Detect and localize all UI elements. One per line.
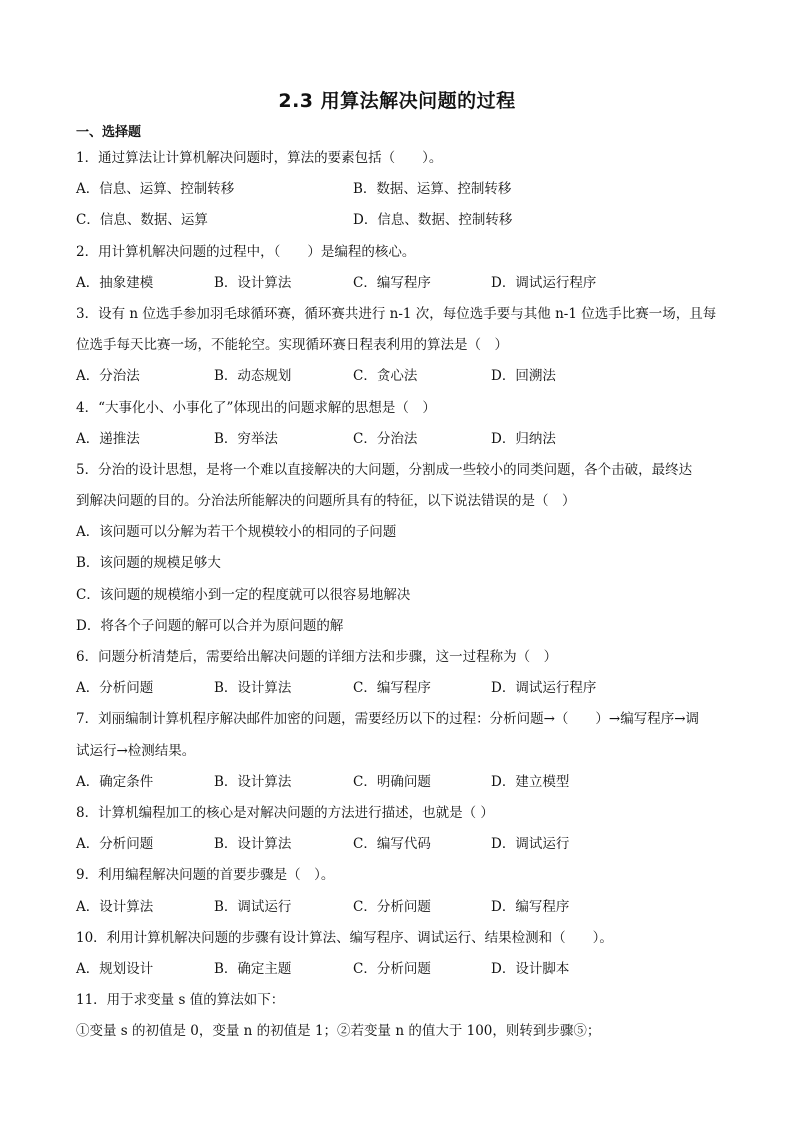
option: C．编写程序 [353,274,431,291]
option: A．确定条件 [76,773,154,790]
option-row [76,767,724,798]
option: A．信息、运算、控制转移 [76,181,235,198]
option: B．动态规划 [214,368,292,385]
option: B．设计算法 [214,680,292,697]
question-stem-continued: 试运行→检测结果。 [76,742,196,759]
option-row [76,361,724,392]
question-stem: 6．问题分析清楚后，需要给出解决问题的详细方法和步骤，这一过程称为（ ） [76,649,558,665]
option: C．信息、数据、运算 [76,212,208,229]
question-stem: 8．计算机编程加工的核心是对解决问题的方法进行描述，也就是（ ） [76,804,494,821]
question-stem: 10．利用计算机解决问题的步骤有设计算法、编写程序、调试运行、结果检测和（ ）。 [76,929,613,946]
option: A．分析问题 [76,680,154,697]
option: D．调试运行程序 [491,274,597,291]
option: D．建立模型 [491,773,570,790]
option-row [76,829,724,860]
option-row [76,205,724,236]
option: C．贪心法 [353,368,418,385]
question-stem: 11．用于求变量 s 值的算法如下： [76,992,285,1009]
option: B．设计算法 [214,274,292,291]
option: A．规划设计 [76,960,154,977]
question-stem-continued: 到解决问题的目的。分治法所能解决的问题所具有的特征，以下说法错误的是（ ） [76,493,576,510]
option: C．明确问题 [353,773,431,790]
option: D．归纳法 [491,430,556,447]
option: A．该问题可以分解为若干个规模较小的相同的子问题 [76,524,397,541]
question-stem: 2．用计算机解决问题的过程中，（ ）是编程的核心。 [76,243,416,260]
option: A．设计算法 [76,898,154,915]
question-list [76,143,724,1047]
option: D．调试运行 [491,836,570,853]
option: A．分治法 [76,368,140,385]
option: A．递推法 [76,430,140,447]
option: C．分治法 [353,430,418,447]
question-stem-continued: 位选手每天比赛一场，不能轮空。实现循环赛日程表利用的算法是（ ） [76,337,508,354]
option: B．设计算法 [214,773,292,790]
option: D．回溯法 [491,368,556,385]
question-stem: 4．“大事化小、小事化了”体现出的问题求解的思想是（ ） [76,399,436,416]
question-stem: 9．利用编程解决问题的首要步骤是（ ）。 [76,867,335,884]
question-stem-continued: ①变量 s 的初值是 0，变量 n 的初值是 1；②若变量 n 的值大于 100，则转到步骤⑤； [76,1023,601,1040]
option-row [76,174,724,205]
option-row [76,673,724,704]
option: B．穷举法 [214,430,278,447]
option: D．将各个子问题的解可以合并为原问题的解 [76,617,344,634]
question-stem: 5．分治的设计思想，是将一个难以直接解决的大问题，分割成一些较小的同类问题，各个击破，最终达 [76,461,693,478]
question-stem: 7．刘丽编制计算机程序解决邮件加密的问题，需要经历以下的过程：分析问题→（ ）→编写程序→调 [76,711,700,728]
option: B．设计算法 [214,836,292,853]
option: B．该问题的规模足够大 [76,555,221,572]
option-row [76,892,724,923]
page-title: 2.3 用算法解决问题的过程 [278,90,516,112]
option: C．分析问题 [353,898,431,915]
question-stem: 1．通过算法让计算机解决问题时，算法的要素包括（ ）。 [76,150,443,166]
option: B．确定主题 [214,960,292,977]
option: B．调试运行 [214,898,292,915]
option: B．数据、运算、控制转移 [353,181,512,198]
option: C．编写程序 [353,680,431,697]
option: D．编写程序 [491,898,570,915]
option: A．分析问题 [76,836,154,853]
option: D．设计脚本 [491,960,570,977]
option: A．抽象建模 [76,274,154,291]
option: D．调试运行程序 [491,680,597,697]
option: C．分析问题 [353,960,431,977]
option: C．该问题的规模缩小到一定的程度就可以很容易地解决 [76,586,411,603]
option: C．编写代码 [353,836,431,853]
option: D．信息、数据、控制转移 [353,212,513,229]
question-stem: 3．设有 n 位选手参加羽毛球循环赛，循环赛共进行 n-1 次，每位选手要与其他 n-1 位选手比赛一场，且每 [76,305,717,322]
option-row [76,424,724,455]
option-row [76,268,724,299]
option-row [76,954,724,985]
section-heading: 一、选择题 [76,125,142,140]
